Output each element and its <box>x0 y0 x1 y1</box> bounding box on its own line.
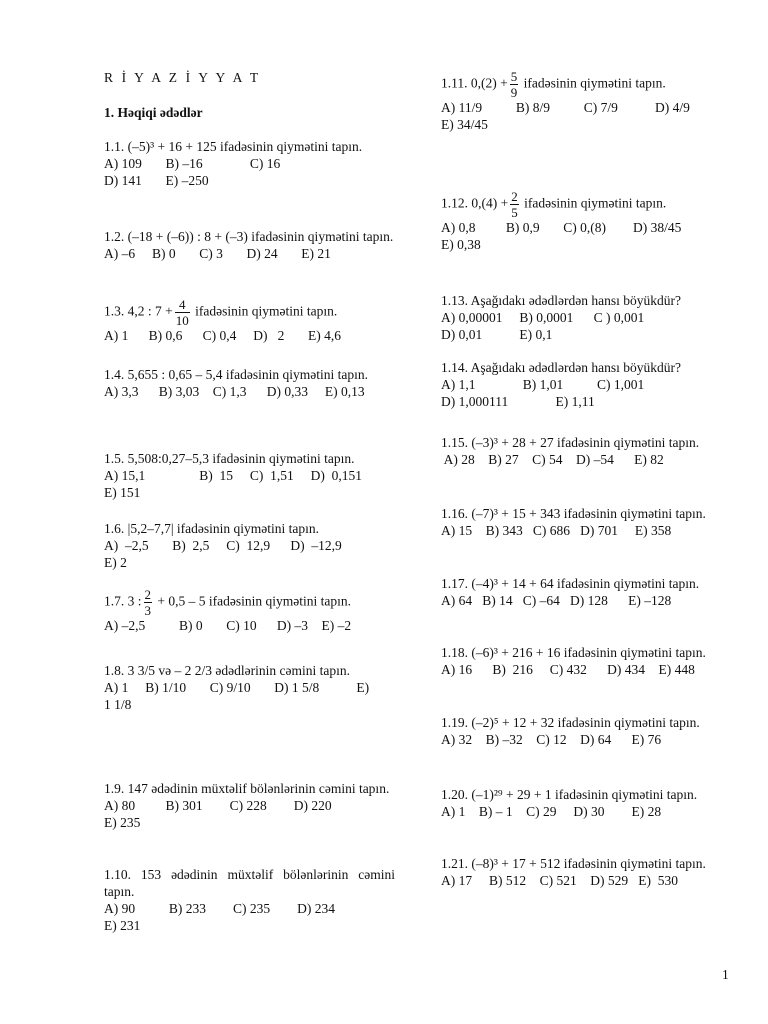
answer-options: A) 109 B) –16 C) 16 <box>104 156 281 171</box>
question-item <box>441 190 731 253</box>
question-item <box>441 786 731 820</box>
fraction-numerator: 5 <box>510 69 518 84</box>
question-stem: 1.19. (–2)⁵ + 12 + 32 ifadəsinin qiymətini tapın. <box>441 715 700 730</box>
question-stem-cont: + 0,5 – 5 ifadəsinin qiymətini tapın. <box>154 593 351 609</box>
question-item <box>441 505 731 539</box>
question-stem: 1.3. 4,2 : 7 + <box>104 303 173 319</box>
question-item <box>104 588 395 634</box>
answer-options: E) 34/45 <box>441 117 488 132</box>
question-item <box>104 866 395 934</box>
question-text <box>441 786 731 803</box>
answer-options: A) 0,00001 B) 0,0001 C ) 0,001 <box>441 310 645 325</box>
question-text <box>441 359 731 376</box>
question-stem: 1.4. 5,655 : 0,65 – 5,4 ifadəsinin qiymətini tapın. <box>104 367 368 382</box>
question-item <box>441 714 731 748</box>
question-item <box>441 292 731 343</box>
question-item <box>104 366 395 400</box>
page-number: 1 <box>722 967 729 982</box>
fraction <box>144 588 153 617</box>
question-text <box>104 228 395 245</box>
question-text <box>104 588 395 617</box>
answer-options: A) –2,5 B) 0 C) 10 D) –3 E) –2 <box>104 618 352 633</box>
question-text <box>104 138 395 155</box>
answer-options: E) 151 <box>104 485 141 500</box>
answer-options: A) –2,5 B) 2,5 C) 12,9 D) –12,9 <box>104 538 342 553</box>
question-stem: 1.14. Aşağıdakı ədədlərdən hansı böyükdür? <box>441 360 681 375</box>
answer-options: E) 2 <box>104 555 127 570</box>
answer-options: A) 15 B) 343 C) 686 D) 701 E) 358 <box>441 523 672 538</box>
fraction <box>510 70 519 99</box>
fraction-denominator: 5 <box>511 205 518 220</box>
answer-options: A) 1 B) 0,6 C) 0,4 D) 2 E) 4,6 <box>104 328 341 343</box>
question-text <box>441 644 731 661</box>
question-text <box>104 866 395 900</box>
fraction-numerator: 4 <box>179 297 186 312</box>
question-text <box>441 575 731 592</box>
answer-options: A) 1 B) 1/10 C) 9/10 D) 1 5/8 E) <box>104 680 370 695</box>
question-stem: 1.9. 147 ədədinin müxtəlif bölənlərinin cəmini tapın. <box>104 781 390 796</box>
answer-options: D) 1,000111 E) 1,11 <box>441 394 595 409</box>
answer-options: A) 1 B) – 1 C) 29 D) 30 E) 28 <box>441 804 662 819</box>
question-text <box>104 662 395 679</box>
question-stem: 1.21. (–8)³ + 17 + 512 ifadəsinin qiymətini tapın. <box>441 856 706 871</box>
question-stem: 1.1. (–5)³ + 16 + 125 ifadəsinin qiymətini tapın. <box>104 139 363 154</box>
question-text <box>104 298 395 327</box>
question-stem: 1.6. |5,2–7,7| ifadəsinin qiymətini tapın. <box>104 521 320 536</box>
answer-options: D) 141 E) –250 <box>104 173 209 188</box>
answer-options: A) 64 B) 14 C) –64 D) 128 E) –128 <box>441 593 672 608</box>
answer-options: A) 90 B) 233 C) 235 D) 234 <box>104 901 335 916</box>
question-text <box>441 505 731 522</box>
question-stem: 1.16. (–7)³ + 15 + 343 ifadəsinin qiymətini tapın. <box>441 506 706 521</box>
question-stem: 1.17. (–4)³ + 14 + 64 ifadəsinin qiymətini tapın. <box>441 576 700 591</box>
answer-options: 1 1/8 <box>104 697 132 712</box>
question-item <box>441 855 731 889</box>
question-item <box>441 70 731 133</box>
question-stem: 1.2. (–18 + (–6)) : 8 + (–3) ifadəsinin qiymətini tapın. <box>104 229 394 244</box>
question-text <box>104 780 395 797</box>
fraction <box>175 298 190 327</box>
question-item <box>104 138 395 189</box>
question-stem: 1.18. (–6)³ + 216 + 16 ifadəsinin qiymətini tapın. <box>441 645 706 660</box>
question-stem-cont: ifadəsinin qiymətini tapın. <box>191 303 338 319</box>
question-stem: 1.15. (–3)³ + 28 + 27 ifadəsinin qiymətini tapın. <box>441 435 700 450</box>
answer-options: E) 0,38 <box>441 237 481 252</box>
question-item <box>441 434 731 468</box>
answer-options: A) 15,1 B) 15 C) 1,51 D) 0,151 <box>104 468 362 483</box>
answer-options: A) –6 B) 0 C) 3 D) 24 E) 21 <box>104 246 331 261</box>
answer-options: A) 11/9 B) 8/9 C) 7/9 D) 4/9 <box>441 100 690 115</box>
question-stem: 1.10. 153 ədədinin müxtəlif bölənlərinin cəmini tapın. <box>104 867 395 899</box>
answer-options: E) 235 <box>104 815 141 830</box>
question-stem: 1.7. 3 : <box>104 593 142 609</box>
question-text <box>104 450 395 467</box>
question-text <box>441 292 731 309</box>
answer-options: A) 80 B) 301 C) 228 D) 220 <box>104 798 332 813</box>
question-item <box>441 575 731 609</box>
question-stem: 1.13. Aşağıdakı ədədlərdən hansı böyükdür? <box>441 293 681 308</box>
question-stem-cont: ifadəsinin qiymətini tapın. <box>520 75 666 91</box>
question-item <box>104 450 395 501</box>
fraction <box>510 190 519 219</box>
section-heading: 1. Həqiqi ədədlər <box>104 105 203 120</box>
answer-options: A) 1,1 B) 1,01 C) 1,001 <box>441 377 645 392</box>
question-text <box>104 366 395 383</box>
question-text <box>104 520 395 537</box>
question-text <box>441 714 731 731</box>
question-stem-cont: ifadəsinin qiymətini tapın. <box>520 195 667 211</box>
question-item <box>441 359 731 410</box>
question-item <box>441 644 731 678</box>
question-text <box>441 190 731 219</box>
answer-options: D) 0,01 E) 0,1 <box>441 327 553 342</box>
fraction-denominator: 9 <box>510 85 518 100</box>
question-stem: 1.12. 0,(4) + <box>441 195 509 211</box>
question-item <box>104 780 395 831</box>
fraction-denominator: 3 <box>144 603 152 618</box>
question-stem: 1.11. 0,(2) + <box>441 75 508 91</box>
answer-options: A) 32 B) –32 C) 12 D) 64 E) 76 <box>441 732 662 747</box>
question-item <box>104 298 395 344</box>
answer-options: A) 0,8 B) 0,9 C) 0,(8) D) 38/45 <box>441 220 682 235</box>
question-item <box>104 228 395 262</box>
answer-options: A) 16 B) 216 C) 432 D) 434 E) 448 <box>441 662 695 677</box>
question-stem: 1.5. 5,508:0,27–5,3 ifadəsinin qiymətini tapın. <box>104 451 355 466</box>
page-title: R İ Y A Z İ Y Y A T <box>104 70 261 85</box>
question-item <box>104 662 395 713</box>
fraction-denominator: 10 <box>175 313 189 328</box>
question-item <box>104 520 395 571</box>
fraction-numerator: 2 <box>511 189 518 204</box>
answer-options: A) 28 B) 27 C) 54 D) –54 E) 82 <box>441 452 664 467</box>
question-text <box>441 434 731 451</box>
question-text <box>441 855 731 872</box>
answer-options: A) 3,3 B) 3,03 C) 1,3 D) 0,33 E) 0,13 <box>104 384 365 399</box>
answer-options: E) 231 <box>104 918 141 933</box>
fraction-numerator: 2 <box>144 587 152 602</box>
question-stem: 1.8. 3 3/5 və – 2 2/3 ədədlərinin cəmini tapın. <box>104 663 350 678</box>
answer-options: A) 17 B) 512 C) 521 D) 529 E) 530 <box>441 873 678 888</box>
question-text <box>441 70 731 99</box>
question-stem: 1.20. (–1)²⁹ + 29 + 1 ifadəsinin qiymətini tapın. <box>441 787 698 802</box>
